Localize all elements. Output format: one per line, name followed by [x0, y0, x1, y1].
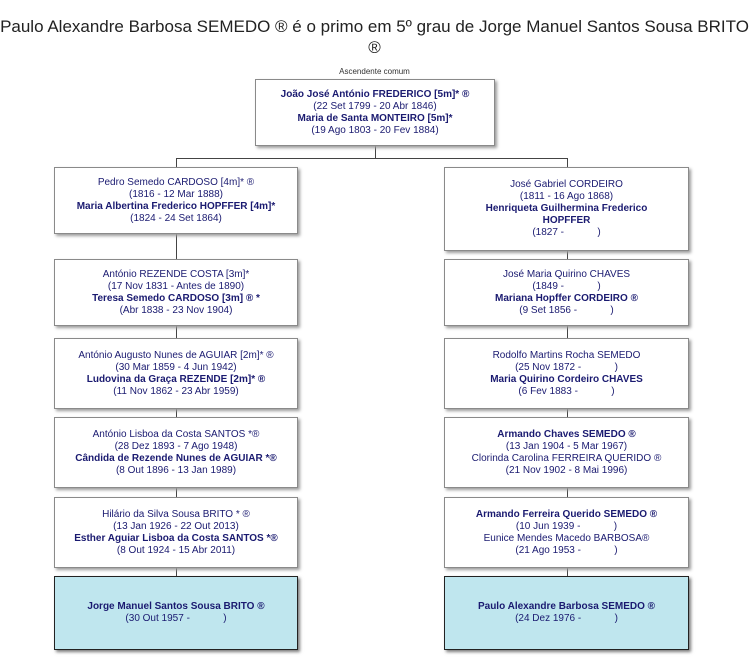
- person-name: José Maria Quirino CHAVES: [502, 268, 631, 280]
- left-couple-box[interactable]: [54, 338, 298, 409]
- right-couple-box[interactable]: [444, 417, 689, 488]
- person-dates: (24 Dez 1976 - ): [515, 613, 618, 624]
- person-name: Pedro Semedo CARDOSO [4m]* ®: [97, 176, 255, 188]
- person-dates: (6 Fev 1883 - ): [518, 385, 615, 397]
- person-name: Maria Albertina Frederico HOPFFER [4m]*: [76, 200, 276, 212]
- person-dates: (21 Nov 1902 - 8 Mai 1996): [505, 464, 628, 476]
- person-name: Eunice Mendes Macedo BARBOSA®: [483, 532, 650, 544]
- common-ancestor-label: Ascendente comum: [339, 67, 410, 76]
- person-dates: (30 Out 1957 - ): [125, 613, 227, 624]
- person-dates: (11 Nov 1862 - 23 Abr 1959): [113, 385, 239, 397]
- person-dates: (30 Mar 1859 - 4 Jun 1942): [115, 361, 237, 373]
- person-dates: (10 Jun 1939 - ): [515, 520, 618, 532]
- person-name: Armando Ferreira Querido SEMEDO ®: [475, 508, 658, 520]
- person-name: Maria Quirino Cordeiro CHAVES: [490, 373, 643, 385]
- person-name: José Gabriel CORDEIRO: [510, 179, 623, 190]
- person-name: Cândida de Rezende Nunes de AGUIAR *®: [75, 452, 277, 464]
- connector-top-horizontal: [176, 158, 567, 159]
- right-couple-box[interactable]: [444, 167, 689, 251]
- right-couple-box[interactable]: [444, 497, 689, 568]
- person-name: Mariana Hopffer CORDEIRO ®: [495, 292, 638, 304]
- common-ancestor-box[interactable]: [255, 79, 495, 146]
- person-dates: (1816 - 12 Mar 1888): [129, 188, 223, 200]
- person-dates: (1849 - ): [532, 280, 601, 292]
- left-couple-box[interactable]: [54, 167, 298, 234]
- person-name: Rodolfo Martins Rocha SEMEDO: [492, 349, 641, 361]
- left-couple-box[interactable]: [54, 497, 298, 568]
- person-dates: (21 Ago 1953 - ): [515, 544, 618, 556]
- person-dates: (28 Dez 1893 - 7 Ago 1948): [114, 440, 238, 452]
- person-dates: (Abr 1838 - 23 Nov 1904): [119, 304, 233, 316]
- left-couple-box[interactable]: [54, 417, 298, 488]
- common-ancestor-name-1: João José António FREDERICO [5m]* ®: [280, 88, 470, 100]
- right-final-person-box[interactable]: [444, 576, 689, 650]
- person-name: António REZENDE COSTA [3m]*: [102, 268, 250, 280]
- person-name: Hilário da Silva Sousa BRITO * ®: [102, 508, 250, 520]
- person-name: Esther Aguiar Lisboa da Costa SANTOS *®: [74, 532, 278, 544]
- person-dates: (25 Nov 1872 - ): [515, 361, 618, 373]
- person-name: Teresa Semedo CARDOSO [3m] ® *: [92, 292, 260, 304]
- person-dates: (1824 - 24 Set 1864): [130, 212, 222, 224]
- person-name: Paulo Alexandre Barbosa SEMEDO ®: [477, 601, 656, 612]
- person-name: António Lisboa da Costa SANTOS *®: [92, 428, 260, 440]
- person-name: Clorinda Carolina FERREIRA QUERIDO ®: [471, 452, 662, 464]
- person-dates: (8 Out 1896 - 13 Jan 1989): [115, 464, 237, 476]
- person-dates: (13 Jan 1926 - 22 Out 2013): [113, 520, 239, 532]
- common-ancestor-dates-2: (19 Ago 1803 - 20 Fev 1884): [311, 124, 439, 136]
- person-name: Henriqueta Guilhermina Frederico HOPFFER: [485, 203, 648, 226]
- person-dates: (9 Set 1856 - ): [519, 304, 614, 316]
- right-couple-box[interactable]: [444, 338, 689, 409]
- left-final-person-box[interactable]: [54, 576, 298, 650]
- person-dates: (13 Jan 1904 - 5 Mar 1967): [505, 440, 628, 452]
- person-name: Armando Chaves SEMEDO ®: [497, 428, 636, 440]
- person-name: Jorge Manuel Santos Sousa BRITO ®: [87, 601, 265, 612]
- page-title: Paulo Alexandre Barbosa SEMEDO ® é o primo em 5º grau de Jorge Manuel Santos Sousa BRITO ®: [0, 17, 749, 57]
- connector-top-vertical: [375, 146, 376, 158]
- person-dates: (17 Nov 1831 - Antes de 1890): [107, 280, 245, 292]
- left-couple-box[interactable]: [54, 259, 298, 326]
- person-name: António Augusto Nunes de AGUIAR [2m]* ®: [78, 349, 274, 361]
- right-couple-box[interactable]: [444, 259, 689, 326]
- common-ancestor-name-2: Maria de Santa MONTEIRO [5m]*: [297, 112, 453, 124]
- common-ancestor-dates-1: (22 Set 1799 - 20 Abr 1846): [313, 100, 437, 112]
- person-dates: (1827 - ): [532, 227, 601, 238]
- person-name: Ludovina da Graça REZENDE [2m]* ®: [86, 373, 266, 385]
- person-dates: (8 Out 1924 - 15 Abr 2011): [116, 544, 236, 556]
- person-dates: (1811 - 16 Ago 1868): [519, 191, 614, 202]
